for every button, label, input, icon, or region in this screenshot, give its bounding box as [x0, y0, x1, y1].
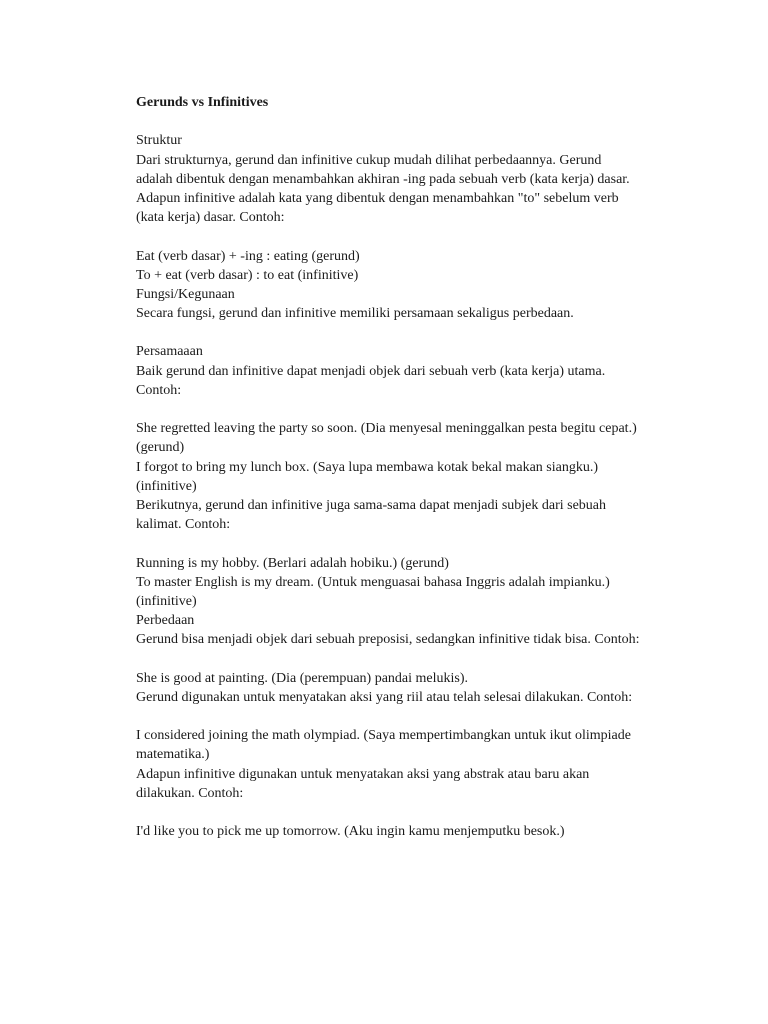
text-line: Berikutnya, gerund dan infinitive juga sama-sama dapat menjadi subjek dari sebuah	[136, 497, 607, 513]
blank-line	[136, 400, 696, 419]
text-line: adalah dibentuk dengan menambahkan akhiran -ing pada sebuah verb (kata kerja) dasar.	[136, 171, 630, 187]
blank-line	[136, 534, 696, 553]
text-line: Perbedaan	[136, 613, 195, 629]
text-line: Gerund bisa menjadi objek dari sebuah preposisi, sedangkan infinitive tidak bisa. Contoh:	[136, 632, 640, 648]
text-line: dilakukan. Contoh:	[136, 785, 244, 801]
blank-line	[136, 323, 696, 342]
text-line: Secara fungsi, gerund dan infinitive memiliki persamaan sekaligus perbedaan.	[136, 306, 574, 322]
blank-line	[136, 707, 696, 726]
text-line: (kata kerja) dasar. Contoh:	[136, 210, 285, 226]
text-line: Running is my hobby. (Berlari adalah hobiku.) (gerund)	[136, 555, 449, 571]
text-line: Persamaaan	[136, 344, 203, 360]
text-line: Baik gerund dan infinitive dapat menjadi objek dari sebuah verb (kata kerja) utama.	[136, 363, 606, 379]
document-text	[136, 112, 696, 841]
text-line: She is good at painting. (Dia (perempuan) pandai melukis).	[136, 670, 469, 686]
text-line: matematika.)	[136, 747, 210, 763]
blank-line	[136, 112, 696, 131]
text-line: (gerund)	[136, 440, 185, 456]
text-line: (infinitive)	[136, 478, 197, 494]
text-line: Gerund digunakan untuk menyatakan aksi yang riil atau telah selesai dilakukan. Contoh:	[136, 689, 633, 705]
text-line: Struktur	[136, 133, 182, 149]
text-line: Adapun infinitive adalah kata yang dibentuk dengan menambahkan "to" sebelum verb	[136, 190, 619, 206]
text-line: Eat (verb dasar) + -ing : eating (gerund)	[136, 248, 360, 264]
text-line: Adapun infinitive digunakan untuk menyatakan aksi yang abstrak atau baru akan	[136, 766, 590, 782]
blank-line	[136, 227, 696, 246]
text-line: I'd like you to pick me up tomorrow. (Aku ingin kamu menjemputku besok.)	[136, 824, 565, 840]
text-line: kalimat. Contoh:	[136, 517, 231, 533]
text-line: Dari strukturnya, gerund dan infinitive cukup mudah dilihat perbedaannya. Gerund	[136, 152, 602, 168]
blank-line	[136, 803, 696, 822]
text-line: To + eat (verb dasar) : to eat (infinitive)	[136, 267, 359, 283]
text-line: Fungsi/Kegunaan	[136, 286, 235, 302]
blank-line	[136, 649, 696, 668]
text-line: Contoh:	[136, 382, 182, 398]
text-line: She regretted leaving the party so soon. (Dia menyesal meninggalkan pesta begitu cepat.)	[136, 421, 637, 437]
document-body	[136, 93, 696, 841]
text-line: To master English is my dream. (Untuk menguasai bahasa Inggris adalah impianku.)	[136, 574, 610, 590]
text-line: I forgot to bring my lunch box. (Saya lupa membawa kotak bekal makan siangku.)	[136, 459, 599, 475]
document-title: Gerunds vs Infinitives	[136, 95, 269, 110]
text-line: I considered joining the math olympiad. (Saya mempertimbangkan untuk ikut olimpiade	[136, 728, 631, 744]
text-line: (infinitive)	[136, 593, 197, 609]
